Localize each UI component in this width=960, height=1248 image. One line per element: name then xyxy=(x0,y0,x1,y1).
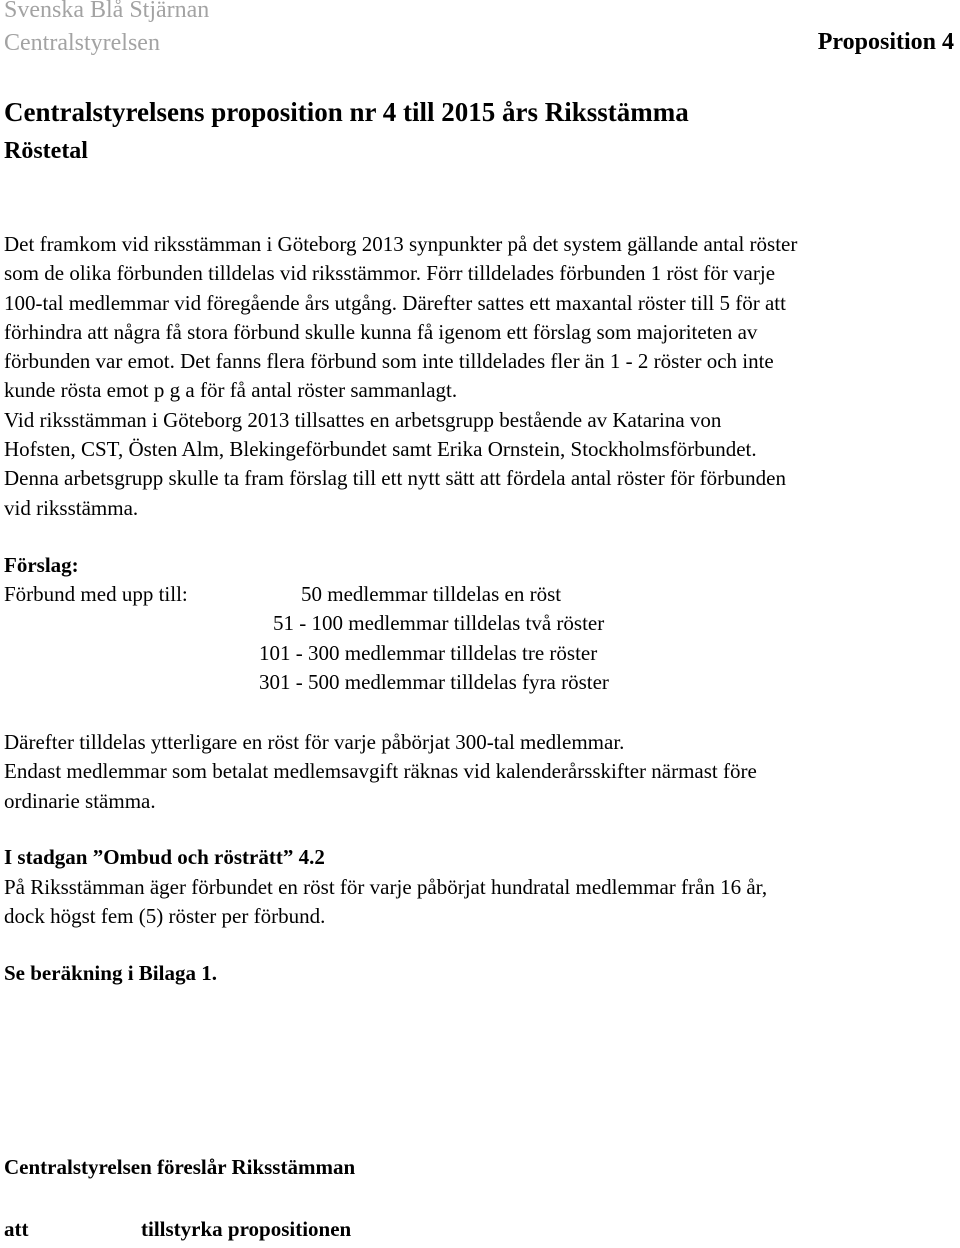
conclusion-att: att xyxy=(4,1217,29,1241)
intro-line: Vid riksstämman i Göteborg 2013 tillsattes en arbetsgrupp bestående av Katarina von xyxy=(4,407,722,432)
after-line: Därefter tilldelas ytterligare en röst för varje påbörjat 300-tal medlemmar. xyxy=(4,730,625,754)
intro-line: Hofsten, CST, Östen Alm, Blekingeförbundet samt Erika Ornstein, Stockholmsförbundet. xyxy=(4,437,757,462)
statute-line: dock högst fem (5) röster per förbund. xyxy=(4,904,326,929)
statute-paragraph xyxy=(4,873,960,932)
intro-line: förhindra att några få stora förbund skulle kunna få igenom ett förslag som majoriteten av xyxy=(4,319,758,344)
intro-line: förbunden var emot. Det fanns flera förbund som inte tilldelades fler än 1 - 2 röster och inte xyxy=(4,349,774,374)
org-name: Svenska Blå Stjärnan xyxy=(4,0,210,23)
department-name: Centralstyrelsen xyxy=(4,30,160,56)
conclusion-heading: Centralstyrelsen föreslår Riksstämman xyxy=(4,1155,356,1179)
document-subtitle: Röstetal xyxy=(4,138,88,164)
rule-item: 301 - 500 medlemmar tilldelas fyra röster xyxy=(259,670,609,694)
rule-item: 50 medlemmar tilldelas en röst xyxy=(301,582,562,606)
conclusion-action: tillstyrka propositionen xyxy=(141,1217,352,1241)
intro-line: Det framkom vid riksstämman i Göteborg 2013 synpunkter på det system gällande antal röster xyxy=(4,232,798,256)
proposal-label: Förbund med upp till: xyxy=(4,582,188,606)
intro-line: som de olika förbunden tilldelas vid riksstämmor. Förr tilldelades förbunden 1 röst för varje xyxy=(4,261,776,286)
after-paragraph xyxy=(4,728,960,816)
after-line: Endast medlemmar som betalat medlemsavgift räknas vid kalenderårsskifter närmast före xyxy=(4,759,757,784)
after-line: ordinarie stämma. xyxy=(4,788,156,813)
intro-line: Denna arbetsgrupp skulle ta fram förslag till ett nytt sätt att fördela antal röster för förbunden xyxy=(4,466,786,491)
see-calculation: Se beräkning i Bilaga 1. xyxy=(4,961,217,985)
proposition-label: Proposition 4 xyxy=(817,29,954,55)
intro-line: 100-tal medlemmar vid föregående års utgång. Därefter sattes ett maxantal röster till 5 för att xyxy=(4,290,786,315)
intro-line: kunde rösta emot p g a för få antal röster sammanlagt. xyxy=(4,378,458,403)
document-title: Centralstyrelsens proposition nr 4 till 2015 års Riksstämma xyxy=(4,97,689,127)
proposal-heading: Förslag: xyxy=(4,553,79,577)
intro-line: vid riksstämma. xyxy=(4,495,139,520)
rule-item: 101 - 300 medlemmar tilldelas tre röster xyxy=(259,641,598,665)
intro-paragraph xyxy=(4,230,960,523)
statute-heading: I stadgan ”Ombud och rösträtt” 4.2 xyxy=(4,845,325,869)
rule-item: 51 - 100 medlemmar tilldelas två röster xyxy=(273,611,605,635)
statute-line: På Riksstämman äger förbundet en röst för varje påbörjat hundratal medlemmar från 16 år, xyxy=(4,875,768,899)
